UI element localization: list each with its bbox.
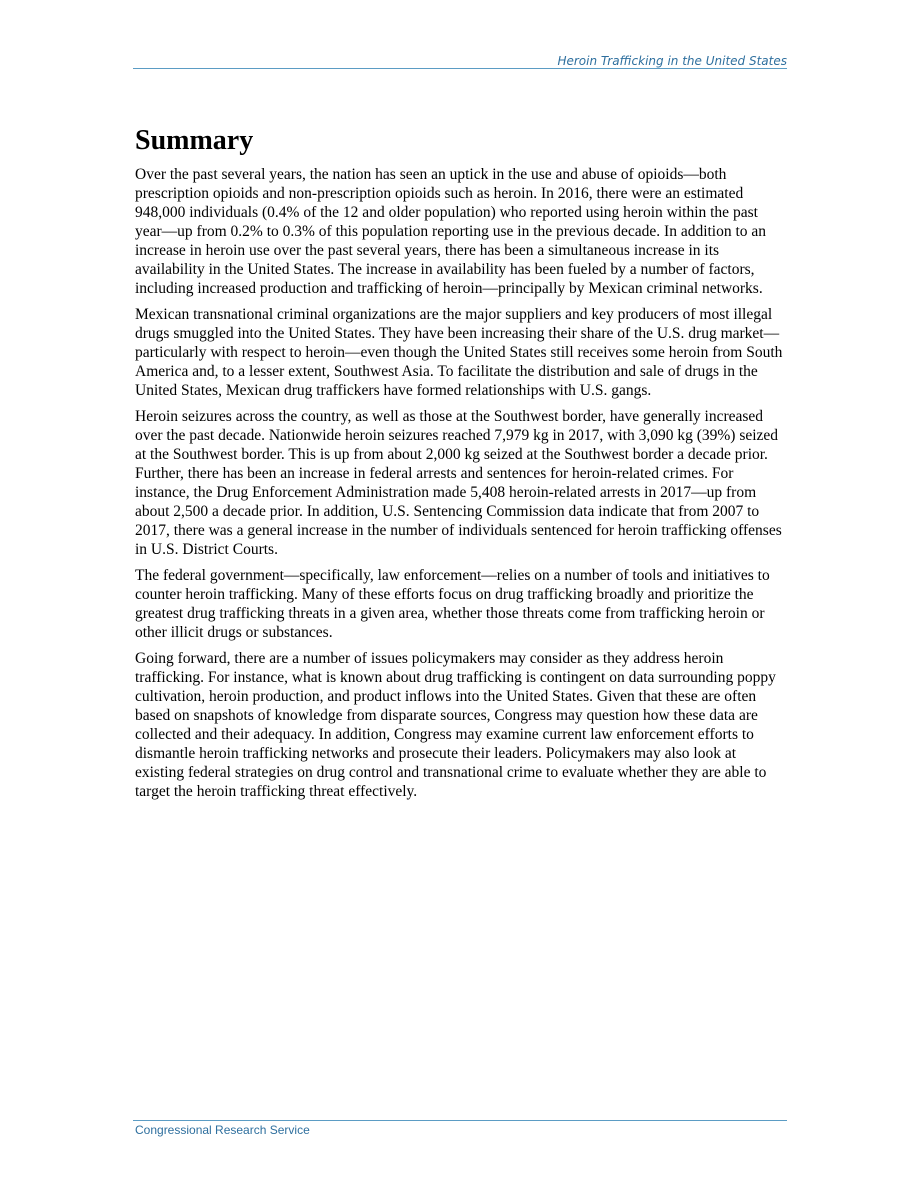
summary-paragraph-4: The federal government—specifically, law enforcement—relies on a number of tools and initiatives to counter heroin trafficking. Many of these efforts focus on drug trafficking broadly and prioritize the greatest drug trafficking threats in a given area, whether those threats come from trafficking heroin or other illicit drugs or substances. xyxy=(135,567,770,641)
header-divider xyxy=(133,68,787,69)
footer-organization: Congressional Research Service xyxy=(135,1123,310,1137)
footer-divider xyxy=(133,1120,787,1121)
summary-paragraph-1: Over the past several years, the nation has seen an uptick in the use and abuse of opioids—both prescription opioids and non-prescription opioids such as heroin. In 2016, there were an estimated 948,000 individuals (0.4% of the 12 and older population) who reported using heroin within the past year—up from 0.2% to 0.3% of this population reporting use in the previous decade. In addition to an increase in heroin use over the past several years, there has been a simultaneous increase in its availability in the United States. The increase in availability has been fueled by a number of factors, including increased production and trafficking of heroin—principally by Mexican criminal networks. xyxy=(135,166,767,297)
page-title: Summary xyxy=(135,125,254,156)
summary-section xyxy=(135,124,785,808)
running-header-title: Heroin Trafficking in the United States xyxy=(557,54,787,68)
summary-paragraph-3: Heroin seizures across the country, as well as those at the Southwest border, have generally increased over the past decade. Nationwide heroin seizures reached 7,979 kg in 2017, with 3,090 kg (39%) seized at the Southwest border. This is up from about 2,000 kg seized at the Southwest border a decade prior. Further, there has been an increase in federal arrests and sentences for heroin-related crimes. For instance, the Drug Enforcement Administration made 5,408 heroin-related arrests in 2017—up from about 2,500 a decade prior. In addition, U.S. Sentencing Commission data indicate that from 2007 to 2017, there was a general increase in the number of individuals sentenced for heroin trafficking offenses in U.S. District Courts. xyxy=(135,408,782,558)
summary-paragraph-2: Mexican transnational criminal organizations are the major suppliers and key producers of most illegal drugs smuggled into the United States. They have been increasing their share of the U.S. drug market—particularly with respect to heroin—even though the United States still receives some heroin from South America and, to a lesser extent, Southwest Asia. To facilitate the distribution and sale of drugs in the United States, Mexican drug traffickers have formed relationships with U.S. gangs. xyxy=(135,306,783,399)
summary-paragraph-5: Going forward, there are a number of issues policymakers may consider as they address heroin trafficking. For instance, what is known about drug trafficking is contingent on data surrounding poppy cultivation, heroin production, and product inflows into the United States. Given that these are often based on snapshots of knowledge from disparate sources, Congress may question how these data are collected and their adequacy. In addition, Congress may examine current law enforcement efforts to dismantle heroin trafficking networks and prosecute their leaders. Policymakers may also look at existing federal strategies on drug control and transnational crime to evaluate whether they are able to target the heroin trafficking threat effectively. xyxy=(135,650,776,800)
